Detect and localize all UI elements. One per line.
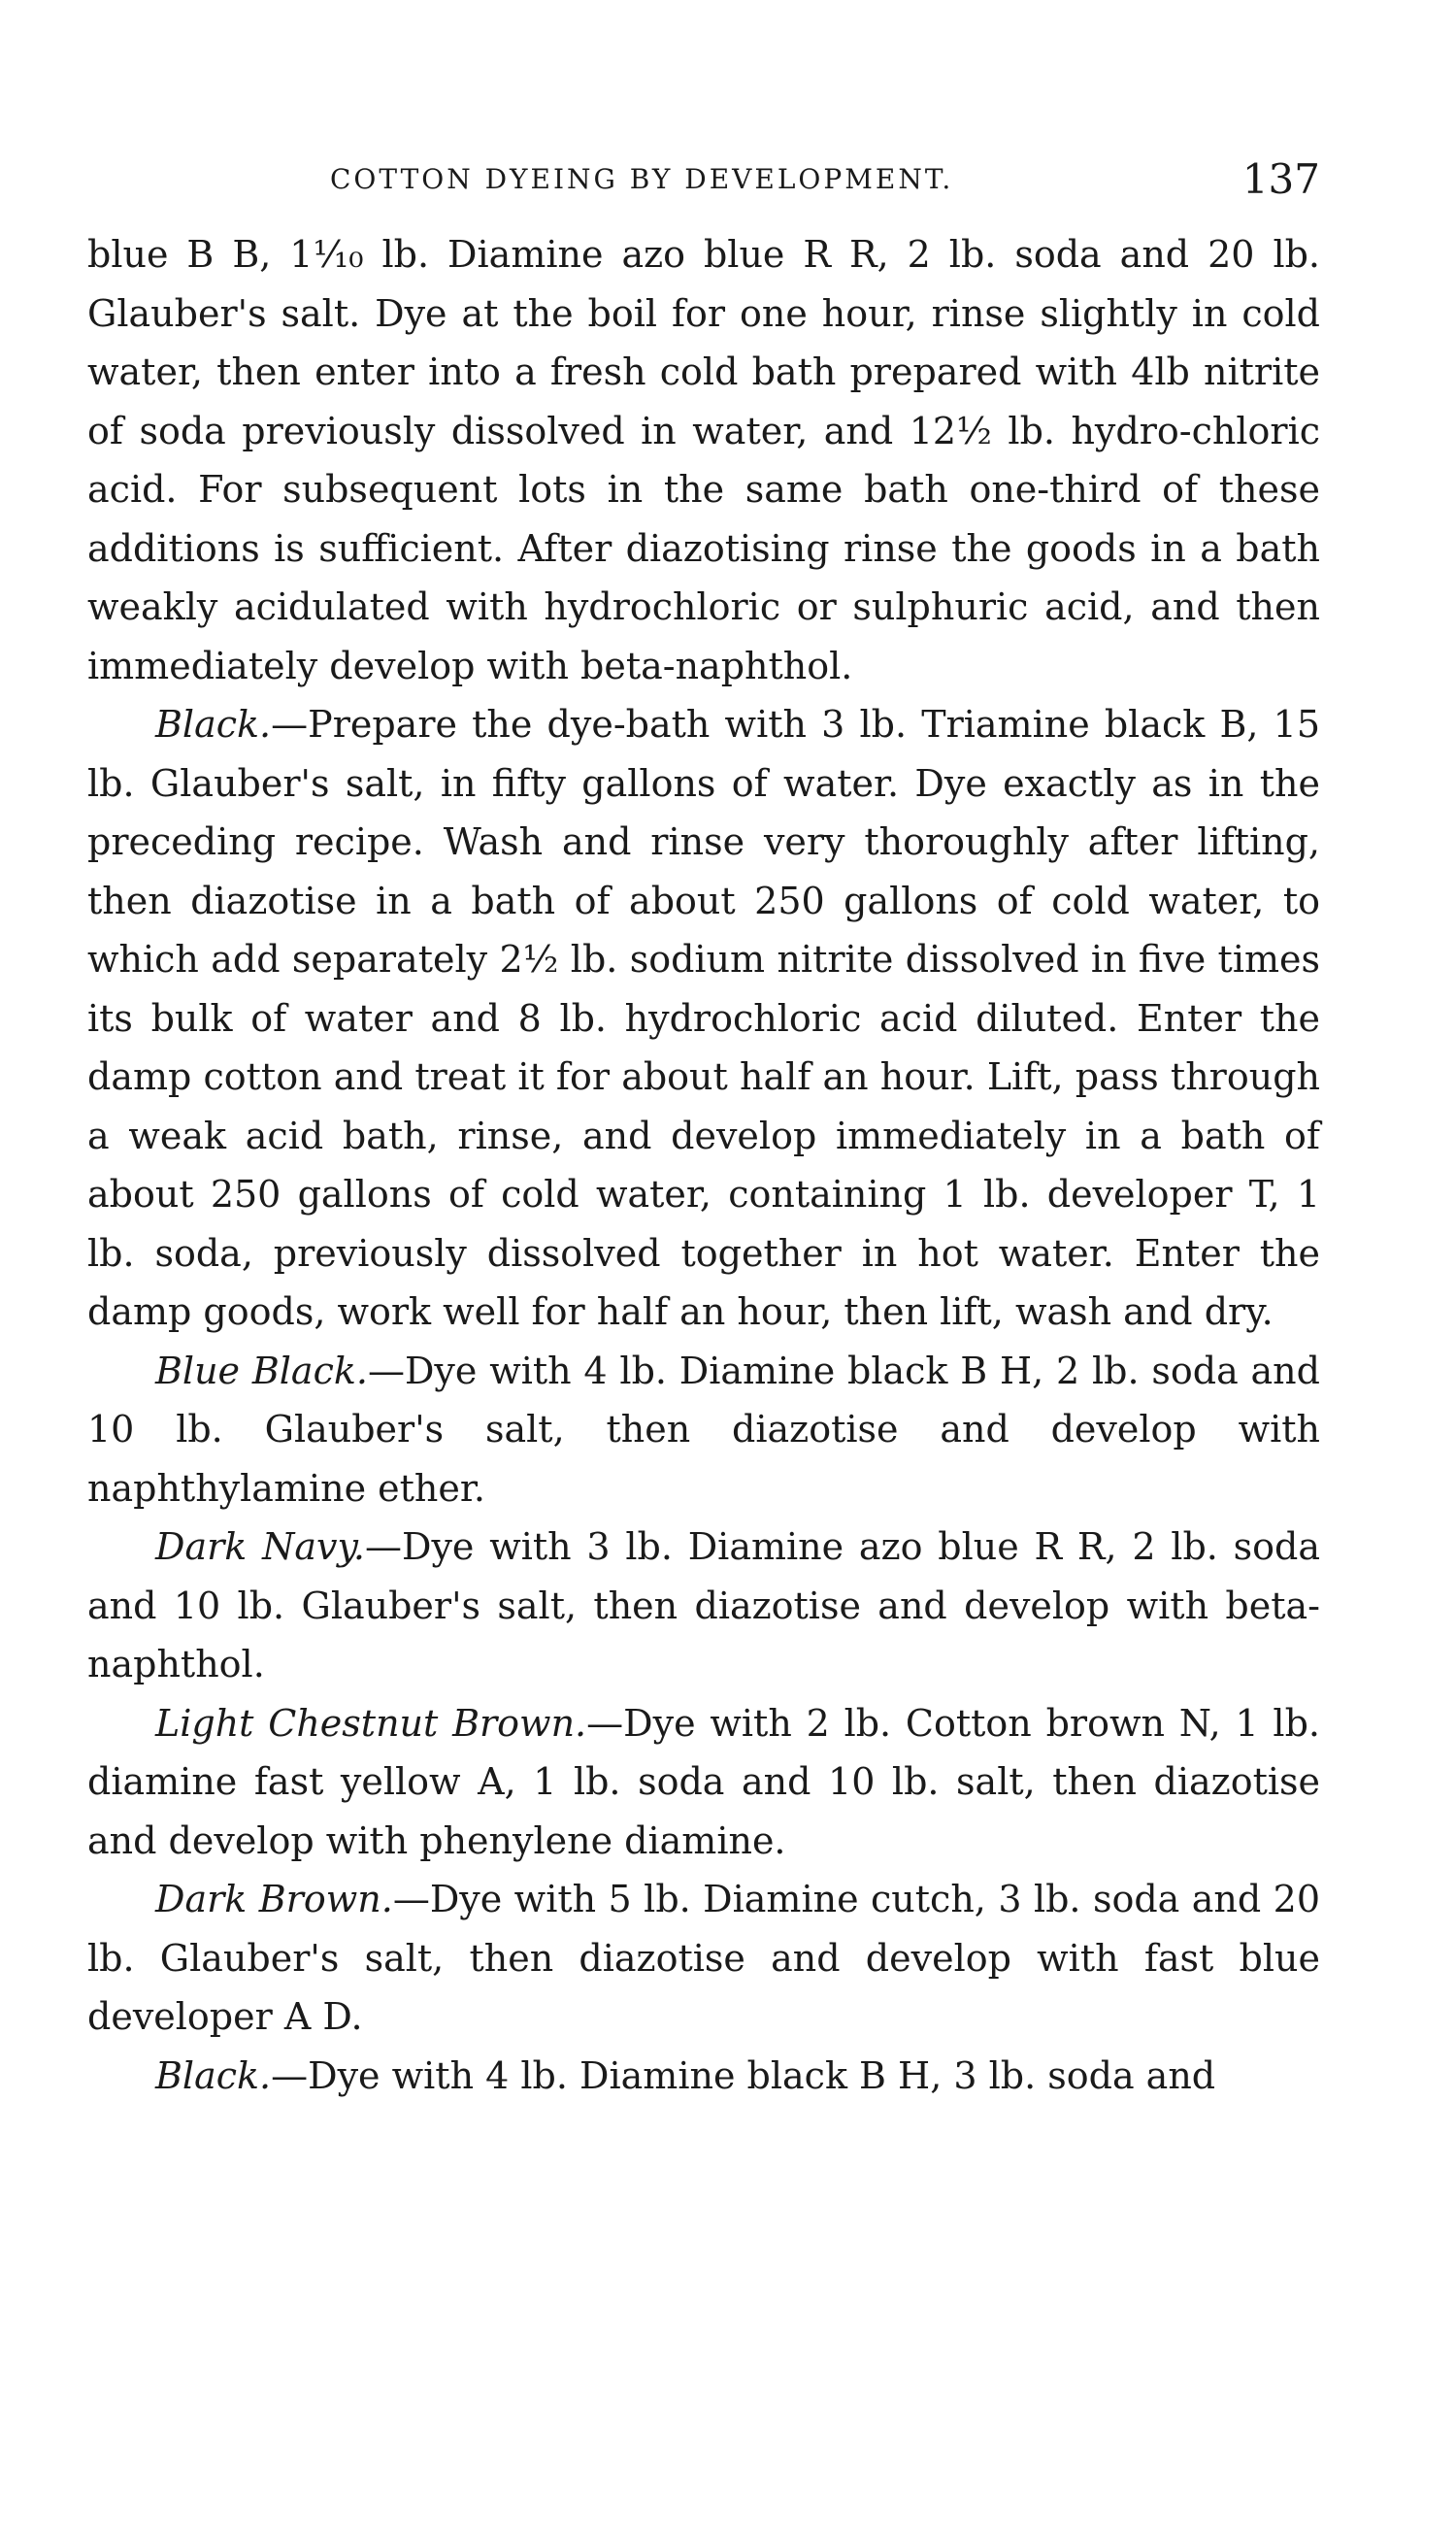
paragraph-dark-navy-recipe — [87, 1518, 1320, 1694]
paragraph-blue-black-recipe — [87, 1342, 1320, 1518]
recipe-heading: Dark Brown. — [155, 1878, 393, 1920]
running-head — [87, 155, 1320, 204]
paragraph-text: —Dye with 4 lb. Diamine black B H, 3 lb. soda and — [271, 2053, 1216, 2097]
recipe-heading: Blue Black. — [155, 1349, 368, 1392]
recipe-heading: Black. — [155, 703, 272, 746]
paragraph-text: blue B B, 1¹⁄₁₀ lb. Diamine azo blue R R, 2 lb. soda and 20 lb. Glauber's salt. Dye at the boil for one hour, rinse slightly in cold water, then enter into a fresh cold bath prepared with 4lb nitrite of soda previously dissolved in water, and 12½ lb. hydro-chloric acid. For subsequent lots in the same bath one-third of these additions is sufficient. After diazotising rinse the goods in a bath weakly acidulated with hydrochloric or sulphuric acid, and then immediately develop with beta-naphthol. — [87, 233, 1320, 687]
paragraph-text: —Prepare the dye-bath with 3 lb. Triamine black B, 15 lb. Glauber's salt, in fifty gallons of water. Dye exactly as in the preceding recipe. Wash and rinse very thoroughly after lifting, then diazotise in a bath of about 250 gallons of cold water, to which add separately 2½ lb. sodium nitrite dissolved in five times its bulk of water and 8 lb. hydrochloric acid diluted. Enter the damp cotton and treat it for about half an hour. Lift, pass through a weak acid bath, rinse, and develop immediately in a bath of about 250 gallons of cold water, containing 1 lb. developer T, 1 lb. soda, previously dissolved together in hot water. Enter the damp goods, work well for half an hour, then lift, wash and dry. — [87, 703, 1320, 1333]
recipe-heading: Dark Navy. — [155, 1525, 365, 1568]
paragraph-text: —Dye with 4 lb. Diamine black B H, 2 lb. soda and 10 lb. Glauber's salt, then diazotise and develop with naphthylamine ether. — [87, 1349, 1320, 1510]
paragraph-dark-brown-recipe — [87, 1870, 1320, 2047]
paragraph-text: —Dye with 3 lb. Diamine azo blue R R, 2 lb. soda and 10 lb. Glauber's salt, then diazotise and develop with beta-naphthol. — [87, 1525, 1321, 1685]
running-title: COTTON DYEING BY DEVELOPMENT. — [330, 163, 954, 195]
paragraph-continued-recipe — [87, 225, 1320, 695]
paragraph-text: —Dye with 2 lb. Cotton brown N, 1 lb. diamine fast yellow A, 1 lb. soda and 10 lb. salt, then diazotise and develop with phenylene diamine. — [87, 1701, 1320, 1862]
paragraph-black-recipe-2 — [87, 2047, 1320, 2106]
page-number: 137 — [1241, 155, 1320, 203]
paragraph-black-recipe — [87, 695, 1320, 1342]
body-text — [87, 225, 1320, 2105]
paragraph-text: —Dye with 5 lb. Diamine cutch, 3 lb. soda and 20 lb. Glauber's salt, then diazotise and develop with fast blue developer A D. — [87, 1878, 1320, 2038]
paragraph-light-chestnut-brown-recipe — [87, 1694, 1320, 1871]
recipe-heading: Black. — [155, 2053, 272, 2097]
recipe-heading: Light Chestnut Brown. — [155, 1701, 587, 1745]
